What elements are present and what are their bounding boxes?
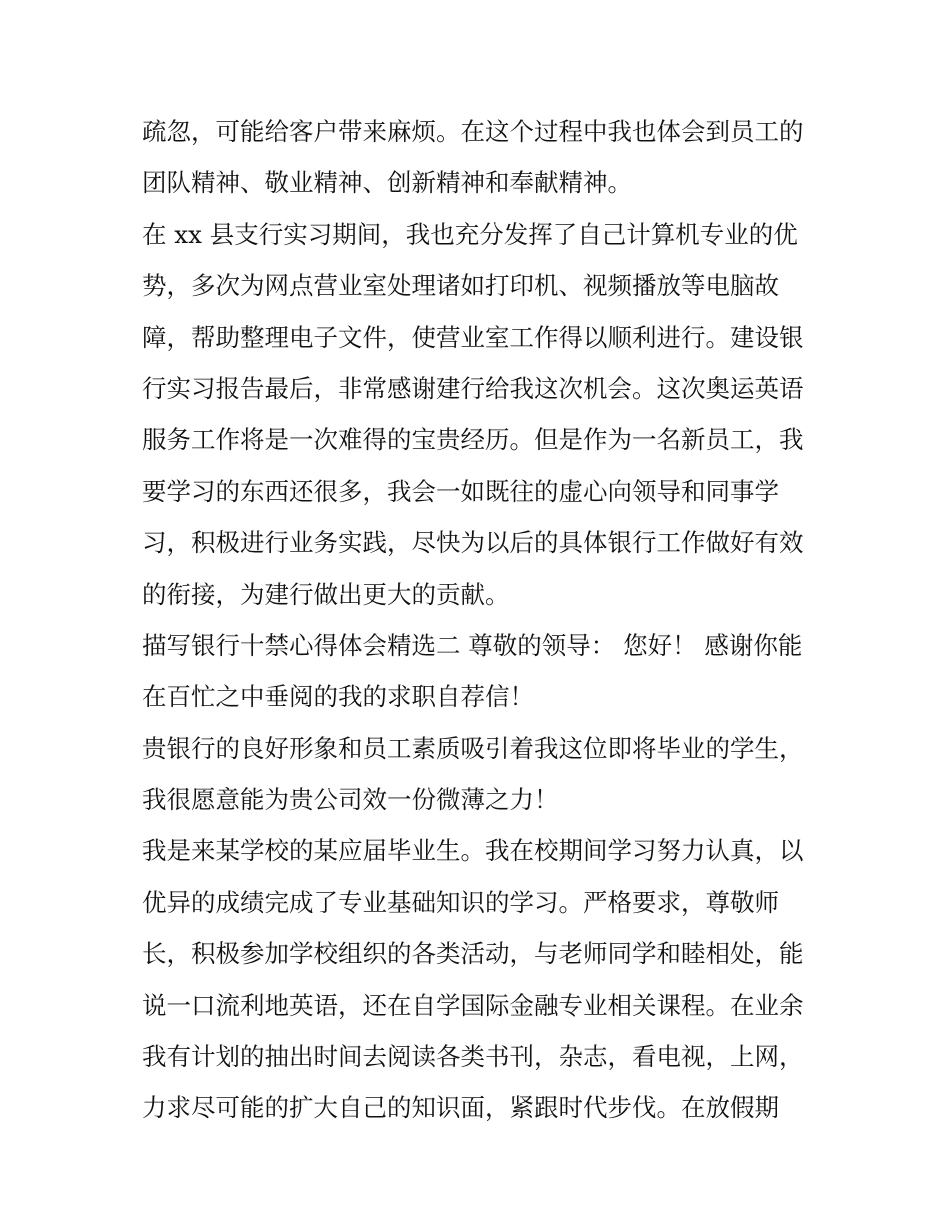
text-line: 势，多次为网点营业室处理诸如打印机、视频播放等电脑故 [142,271,779,301]
text-line: 说一口流利地英语，还在自学国际金融专业相关课程。在业余 [142,990,804,1020]
text-line: 障，帮助整理电子文件，使营业室工作得以顺利进行。建设银 [142,322,804,352]
text-line: 贵银行的良好形象和员工素质吸引着我这位即将毕业的学生， [142,733,804,763]
text-line: 描写银行十禁心得体会精选二 尊敬的领导： 您好！ 感谢你能 [142,630,803,660]
text-line: 在百忙之中垂阅的我的求职自荐信！ [142,682,534,712]
body-text [142,106,822,1134]
text-line: 疏忽，可能给客户带来麻烦。在这个过程中我也体会到员工的 [142,117,804,146]
text-line: 我很愿意能为贵公司效一份微薄之力！ [142,785,559,815]
text-line: 长，积极参加学校组织的各类活动，与老师同学和睦相处，能 [142,939,804,969]
text-line: 要学习的东西还很多，我会一如既往的虚心向领导和同事学 [142,476,779,506]
text-line: 我是来某学校的某应届毕业生。我在校期间学习努力认真，以 [142,836,804,866]
text-line: 习，积极进行业务实践，尽快为以后的具体银行工作做好有效 [142,528,804,558]
text-line: 力求尽可能的扩大自己的知识面，紧跟时代步伐。在放假期 [142,1093,779,1123]
text-line: 团队精神、敬业精神、创新精神和奉献精神。 [142,168,632,198]
text-line: 我有计划的抽出时间去阅读各类书刊，杂志，看电视，上网， [142,1042,804,1072]
text-line: 优异的成绩完成了专业基础知识的学习。严格要求，尊敬师 [142,887,779,917]
text-line: 服务工作将是一次难得的宝贵经历。但是作为一名新员工，我 [142,425,804,455]
text-line: 的衔接，为建行做出更大的贡献。 [142,579,510,609]
text-line: 行实习报告最后，非常感谢建行给我这次机会。这次奥运英语 [142,373,804,403]
text-line: 在 xx 县支行实习期间，我也充分发挥了自己计算机专业的优 [142,219,798,249]
